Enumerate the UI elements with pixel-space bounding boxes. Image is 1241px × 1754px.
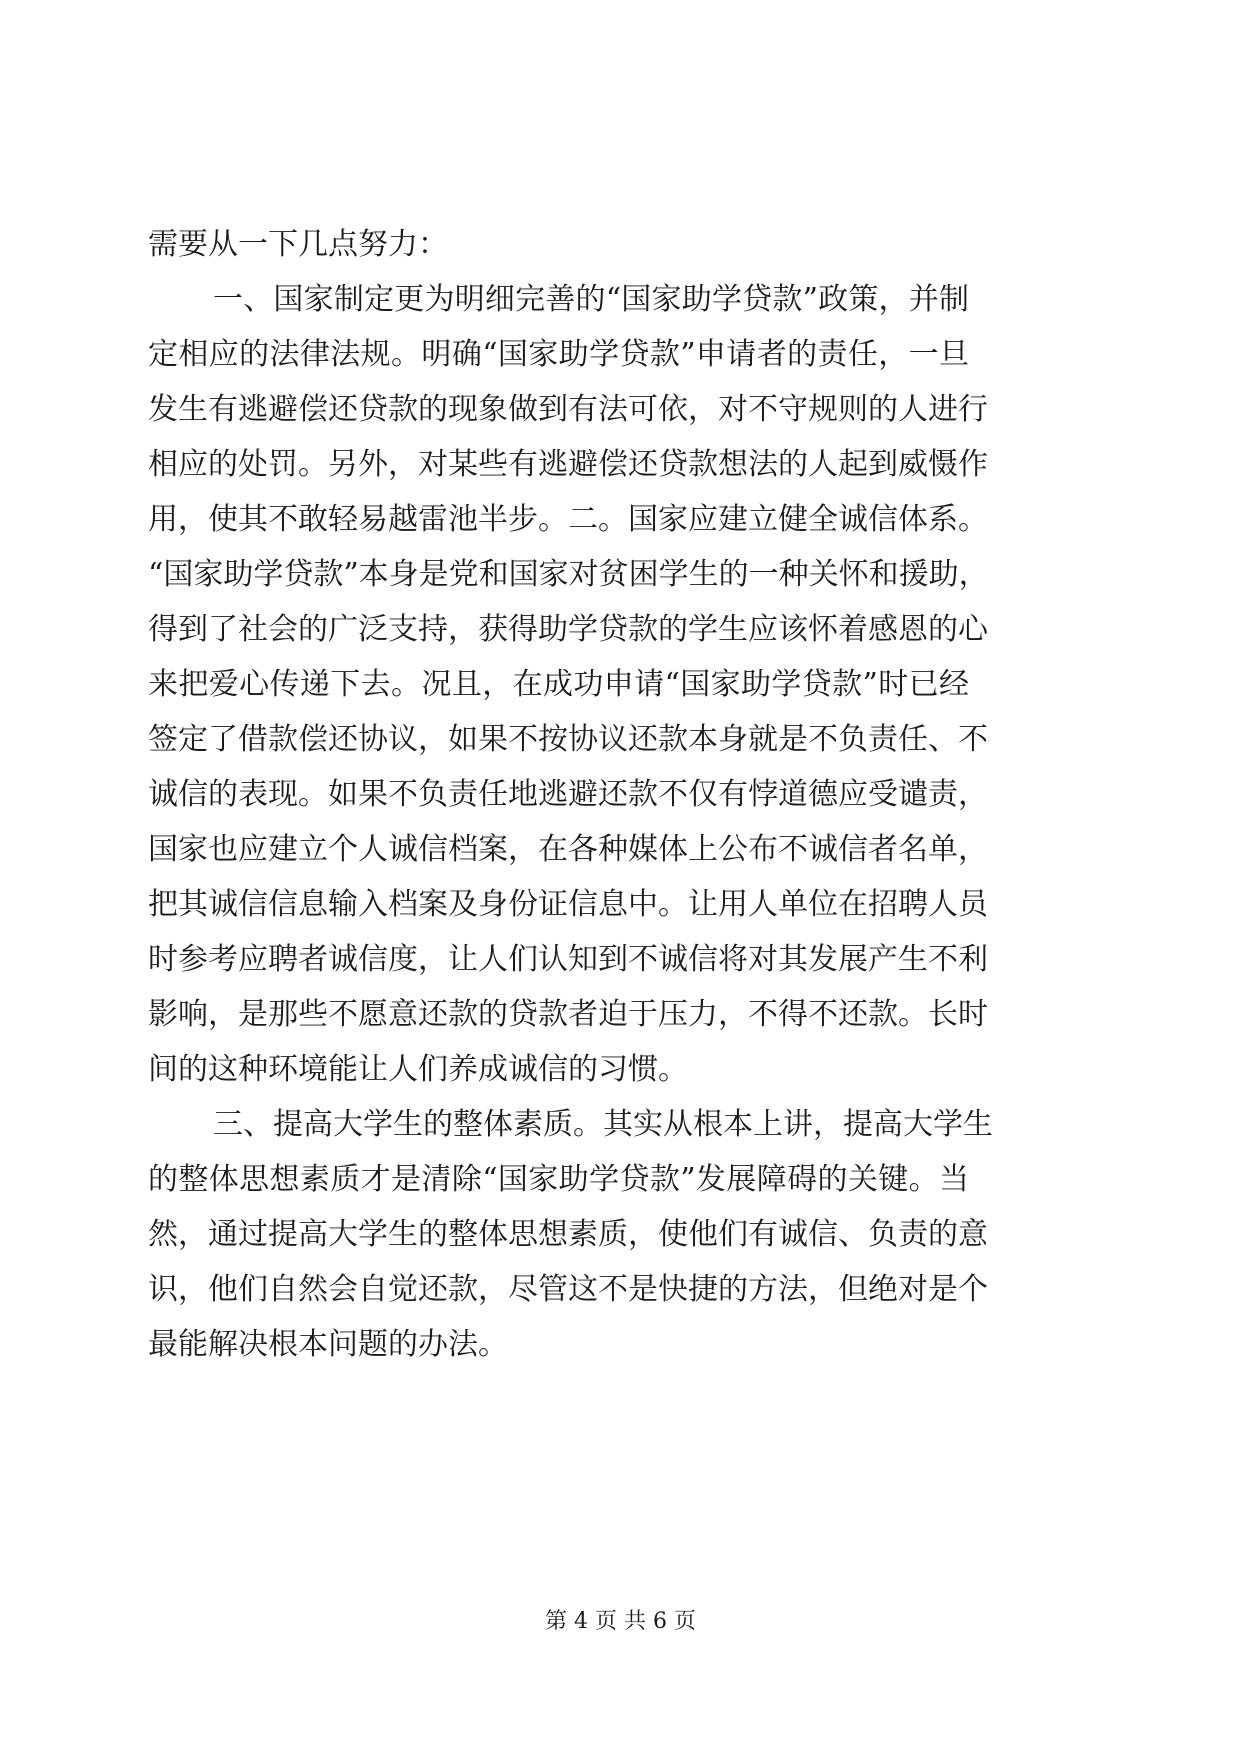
line-text: 一、国家制定更为明细完善的“国家助学贷款”政策，并制 <box>213 282 969 317</box>
body-line <box>0 1325 1241 1365</box>
line-text: 识，他们自然会自觉还款，尽管这不是快捷的方法，但绝对是个 <box>148 1272 988 1307</box>
line-text: 得到了社会的广泛支持，获得助学贷款的学生应该怀着感恩的心 <box>148 612 988 647</box>
line-text: 国家也应建立个人诚信档案，在各种媒体上公布不诚信者名单， <box>148 832 988 867</box>
line-text: 需要从一下几点努力： <box>148 227 448 262</box>
line-text: 诚信的表现。如果不负责任地逃避还款不仅有悖道德应受谴责， <box>148 777 988 812</box>
line-text: 签定了借款偿还协议，如果不按协议还款本身就是不负责任、不 <box>148 722 988 757</box>
line-text: 用，使其不敢轻易越雷池半步。二。国家应建立健全诚信体系。 <box>148 502 988 537</box>
body-line <box>0 885 1241 925</box>
line-text: 定相应的法律法规。明确“国家助学贷款”申请者的责任，一旦 <box>148 337 969 372</box>
line-text: 最能解决根本问题的办法。 <box>148 1327 508 1362</box>
line-text: 间的这种环境能让人们养成诚信的习惯。 <box>148 1052 688 1087</box>
page-footer <box>0 1607 1241 1637</box>
line-text: 然，通过提高大学生的整体思想素质，使他们有诚信、负责的意 <box>148 1217 988 1252</box>
body-line <box>0 1215 1241 1255</box>
line-text: “国家助学贷款”本身是党和国家对贫困学生的一种关怀和援助， <box>148 557 989 592</box>
body-line <box>0 940 1241 980</box>
body-line <box>0 775 1241 815</box>
body-line <box>0 610 1241 650</box>
line-text: 时参考应聘者诚信度，让人们认知到不诚信将对其发展产生不利 <box>148 942 988 977</box>
body-line <box>0 445 1241 485</box>
body-line <box>0 995 1241 1035</box>
line-text: 三、提高大学生的整体素质。其实从根本上讲，提高大学生 <box>213 1107 993 1142</box>
body-line <box>0 665 1241 705</box>
body-line <box>0 1270 1241 1310</box>
line-text: 相应的处罚。另外，对某些有逃避偿还贷款想法的人起到威慑作 <box>148 447 988 482</box>
line-text: 把其诚信信息输入档案及身份证信息中。让用人单位在招聘人员 <box>148 887 988 922</box>
page-number-label: 第 4 页 共 6 页 <box>545 1609 696 1634</box>
line-text: 发生有逃避偿还贷款的现象做到有法可依，对不守规则的人进行 <box>148 392 988 427</box>
body-line <box>0 1050 1241 1090</box>
body-line <box>0 720 1241 760</box>
line-text: 影响，是那些不愿意还款的贷款者迫于压力，不得不还款。长时 <box>148 997 988 1032</box>
body-line <box>0 1105 1241 1145</box>
line-text: 来把爱心传递下去。况且，在成功申请“国家助学贷款”时已经 <box>148 667 969 702</box>
line-text: 的整体思想素质才是清除“国家助学贷款”发展障碍的关键。当 <box>148 1162 969 1197</box>
body-line <box>0 1160 1241 1200</box>
body-line <box>0 555 1241 595</box>
body-line <box>0 335 1241 375</box>
body-line <box>0 390 1241 430</box>
body-line <box>0 225 1241 265</box>
body-line <box>0 280 1241 320</box>
body-line <box>0 830 1241 870</box>
body-line <box>0 500 1241 540</box>
